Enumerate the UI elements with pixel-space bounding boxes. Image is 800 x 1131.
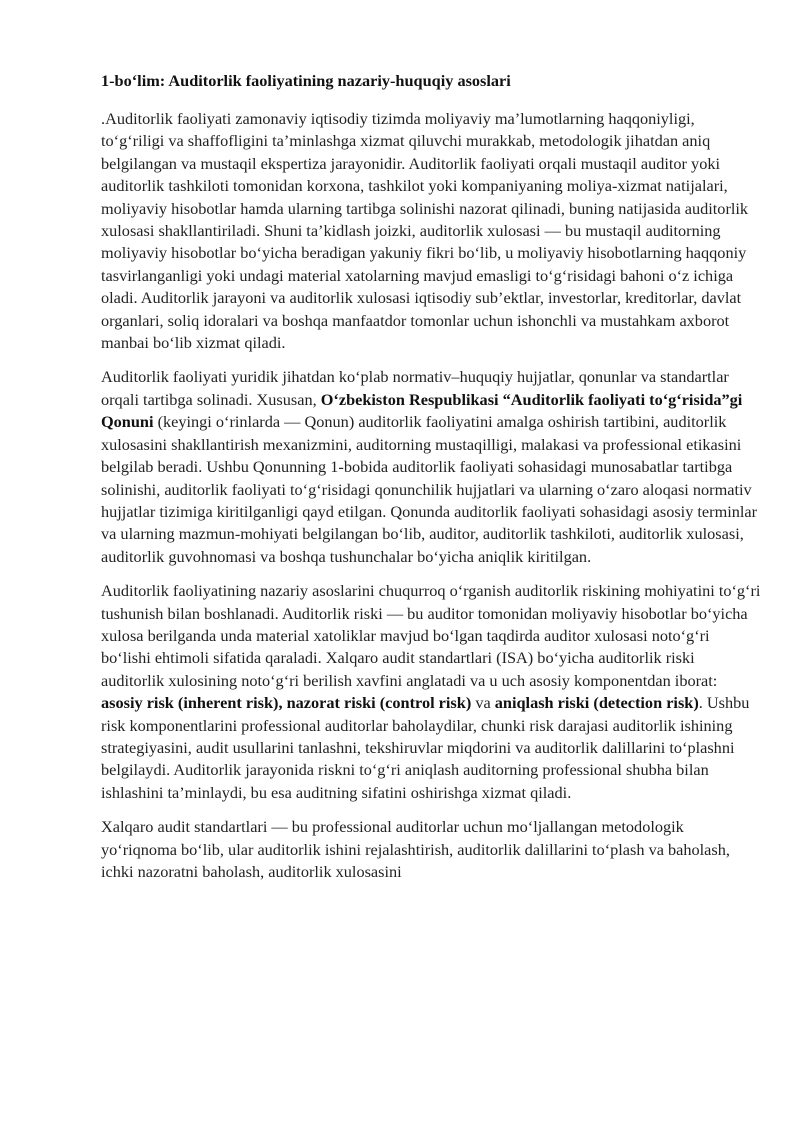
paragraph-3-text-end: . Ushbu risk komponentlarini professional auditorlar baholaydilar, chunki risk darajasi auditorlik ishining strategiyasini, audit usullarini tanlashni, tekshiruvlar miqdorini va auditorlik dalillarini to‘plashni belgilaydi. Auditorlik jarayonida riskni to‘g‘ri aniqlash auditorning professional shubha bilan ishlashini ta’minlaydi, bu esa auditning sifatini oshirishga xizmat qiladi.	[101, 693, 750, 802]
detection-risk-bold: aniqlash riski (detection risk)	[494, 693, 699, 713]
inherent-risk-bold: asosiy risk (inherent risk)	[101, 693, 279, 713]
document-body	[101, 70, 761, 895]
law-title-bold: O‘zbekiston Respublikasi “Auditorlik faoliyati to‘g‘risida”gi Qonuni	[101, 389, 743, 432]
separator-va: va	[471, 693, 495, 713]
section-title: 1-bo‘lim: Auditorlik faoliyatining nazariy-huquqiy asoslari	[101, 71, 511, 90]
paragraph-2-text-end: (keyingi o‘rinlarda — Qonun) auditorlik faoliyatini amalga oshirish tartibini, auditorlik xulosasini shakllantirish mexanizmini, auditorning mustaqilligi, malakasi va professional etikasini belgilab beradi. Ushbu Qonunning 1-bobida auditorlik faoliyati sohasidagi munosabatlar tartibga solinishi, auditorlik faoliyati to‘g‘risidagi qonunchilik hujjatlari va ularning o‘zaro aloqasi normativ hujjatlar tizimiga kiritilganligi qayd etilgan. Qonunda auditorlik faoliyati sohasidagi asosiy terminlar va ularning mazmun-mohiyati belgilangan bo‘lib, auditor, auditorlik tashkiloti, auditorlik xulosasi, auditorlik guvohnomasi va boshqa tushunchalar bo‘yicha aniqlik kiritilgan.	[101, 412, 758, 566]
paragraph-3	[101, 580, 761, 804]
paragraph-1: .Auditorlik faoliyati zamonaviy iqtisodiy tizimda moliyaviy ma’lumotlarning haqqoniyligi, to‘g‘riligi va shaffofligini ta’minlashga xizmat qiluvchi murakkab, metodologik jihatdan aniq belgilangan va mustaqil ekspertiza jarayonidir. Auditorlik faoliyati orqali mustaqil auditor yoki auditorlik tashkiloti tomonidan korxona, tashkilot yoki kompaniyaning moliya-xizmat natijalari, moliyaviy hisobotlar hamda ularning tartibga solinishi nazorat qilinadi, buning natijasida auditorlik xulosasi shakllantiriladi. Shuni ta’kidlash joizki, auditorlik xulosasi — bu mustaqil auditorning moliyaviy hisobotlar bo‘yicha beradigan yakuniy fikri bo‘lib, u moliyaviy hisobotlarning haqqoniy tasvirlanganligi yoki undagi material xatolarning mavjud emasligi to‘g‘risidagi bahoni o‘z ichiga oladi. Auditorlik jarayoni va auditorlik xulosasi iqtisodiy sub’ektlar, investorlar, kreditorlar, davlat organlari, soliq idoralari va boshqa manfaatdor tomonlar uchun ishonchli va mustahkam axborot manbai bo‘lib xizmat qiladi.	[101, 109, 749, 353]
paragraph-2-text-start: Auditorlik faoliyati yuridik jihatdan ko‘plab normativ–huquqiy hujjatlar, qonunlar va standartlar orqali tartibga solinadi. Xususan,	[101, 367, 729, 409]
paragraph-4: Xalqaro audit standartlari — bu professional auditorlar uchun mo‘ljallangan metodologik yo‘riqnoma bo‘lib, ular auditorlik ishini rejalashtirish, auditorlik dalillarini to‘plash va baholash, ichki nazoratni baholash, auditorlik xulosasini	[101, 817, 730, 881]
control-risk-bold: nazorat riski (control risk)	[286, 693, 472, 713]
paragraph-2	[101, 366, 761, 568]
paragraph-3-text-start: Auditorlik faoliyatining nazariy asoslarini chuqurroq o‘rganish auditorlik riskining mohiyatini to‘g‘ri tushunish bilan boshlanadi. Auditorlik riski — bu auditor tomonidan moliyaviy hisobotlar bo‘yicha xulosa berilganda unda material xatoliklar mavjud bo‘lgan taqdirda auditor xulosasi noto‘g‘ri bo‘lishi ehtimoli sifatida qaraladi. Xalqaro audit standartlari (ISA) bo‘yicha auditorlik riski auditorlik xulosining noto‘g‘ri berilish xavfini anglatadi va u uch asosiy komponentdan iborat:	[101, 581, 761, 690]
separator-comma: ,	[278, 693, 287, 713]
